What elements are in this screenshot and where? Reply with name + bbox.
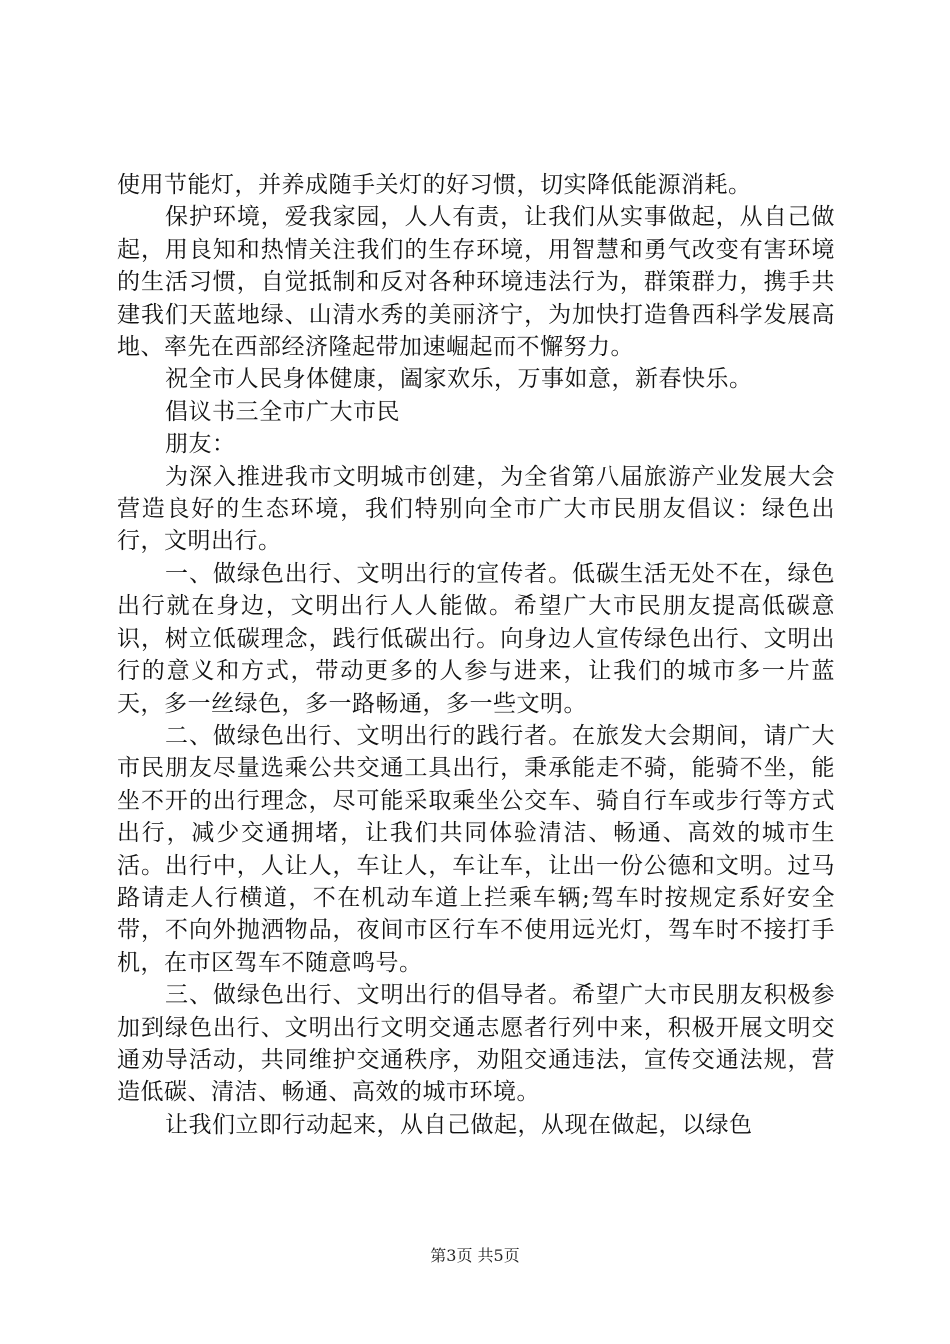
paragraph-9: 三、做绿色出行、文明出行的倡导者。希望广大市民朋友积极参加到绿色出行、文明出行文明交通志愿者行列中来，积极开展文明交通劝导活动，共同维护交通秩序，劝阻交通违法，宣传交通法规，营造低碳、清洁、畅通、高效的城市环境。 [117,982,835,1106]
page-number-footer: 第3页 共5页 [430,1246,520,1265]
paragraph-4: 倡议书三全市广大市民 [165,398,400,425]
paragraph-8: 二、做绿色出行、文明出行的践行者。在旅发大会期间，请广大市民朋友尽量选乘公共交通工具出行，秉承能走不骑，能骑不坐，能坐不开的出行理念，尽可能采取乘坐公交车、骑自行车或步行等方式出行，减少交通拥堵，让我们共同体验清洁、畅通、高效的城市生活。出行中，人让人，车让人，车让车，让出一份公德和文明。过马路请走人行横道，不在机动车道上拦乘车辆;驾车时按规定系好安全带，不向外抛洒物品，夜间市区行车不使用远光灯，驾车时不接打手机，在市区驾车不随意鸣号。 [117,722,835,976]
paragraph-2: 保护环境，爱我家园，人人有责，让我们从实事做起，从自己做起，用良知和热情关注我们的生存环境，用智慧和勇气改变有害环境的生活习惯，自觉抵制和反对各种环境违法行为，群策群力，携手共建我们天蓝地绿、山清水秀的美丽济宁，为加快打造鲁西科学发展高地、率先在西部经济隆起带加速崛起而不懈努力。 [117,204,835,361]
document-body [117,169,835,1141]
paragraph-10: 让我们立即行动起来，从自己做起，从现在做起，以绿色 [165,1111,753,1138]
paragraph-7: 一、做绿色出行、文明出行的宣传者。低碳生活无处不在，绿色出行就在身边，文明出行人人能做。希望广大市民朋友提高低碳意识，树立低碳理念，践行低碳出行。向身边人宣传绿色出行、文明出行的意义和方式，带动更多的人参与进来，让我们的城市多一片蓝天，多一丝绿色，多一路畅通，多一些文明。 [117,560,835,717]
paragraph-1: 使用节能灯，并养成随手关灯的好习惯，切实降低能源消耗。 [117,172,752,198]
paragraph-5: 朋友： [165,431,236,458]
paragraph-6: 为深入推进我市文明城市创建，为全省第八届旅游产业发展大会营造良好的生态环境，我们特别向全市广大市民朋友倡议：绿色出行，文明出行。 [117,463,835,555]
paragraph-3: 祝全市人民身体健康，阖家欢乐，万事如意，新春快乐。 [165,366,753,393]
